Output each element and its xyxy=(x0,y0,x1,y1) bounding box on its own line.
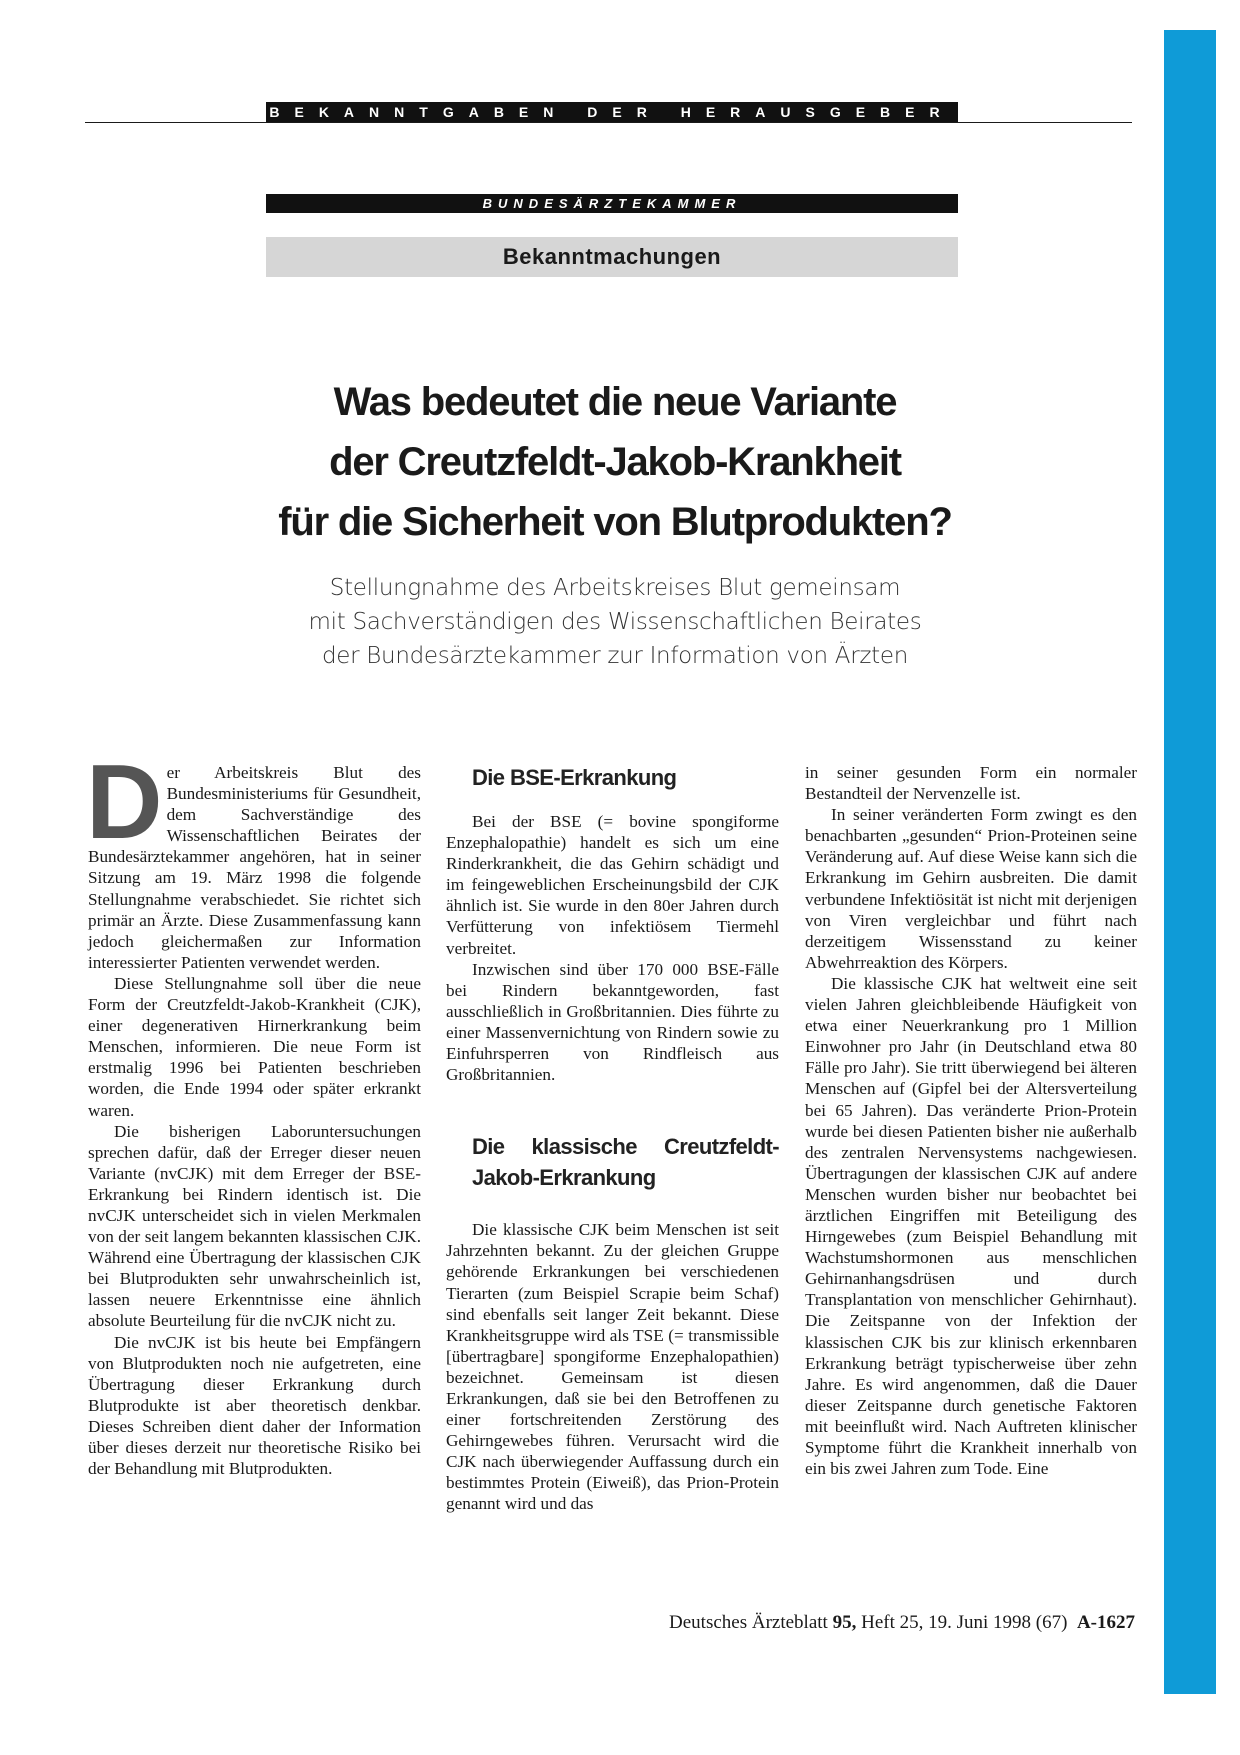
rubric-label: Bekanntmachungen xyxy=(266,237,958,277)
subtitle-line: mit Sachverständigen des Wissenschaftlichen Beirates xyxy=(308,609,922,635)
volume-number: 95, xyxy=(832,1612,857,1633)
accent-side-bar xyxy=(1164,30,1216,1694)
journal-name: Deutsches Ärzteblatt xyxy=(669,1612,828,1633)
paragraph: In seiner veränderten Form zwingt es den benachbarten „gesunden“ Prion-Proteinen seine Veränderung auf. Auf diese Weise kann sich die Erkrankung im Gehirn ausbreiten. Die damit verbundene Infektiösität ist nicht mit derjenigen von Viren vergleichbar und führt nach derzeitigem Wissensstand zu keiner Abwehrreaktion des Körpers. xyxy=(805,805,1137,972)
paragraph: Die klassische CJK beim Menschen ist seit Jahrzehnten bekannt. Zu der gleichen Gruppe gehörende Erkrankungen bei verschiedenen Tierarten (zum Beispiel Scrapie beim Schaf) sind ebenfalls seit langer Zeit bekannt. Diese Krankheitsgruppe wird als TSE (= transmissible [übertragbare] spongiforme Enzephalopathien) bezeichnet. Gemeinsam ist diesen Erkrankungen, daß sie bei den Betroffenen zu einer fortschreitenden Zerstörung des Gehirngewebes führen. Verursacht wird die CJK nach überwiegender Auffassung durch ein bestimmtes Protein (Eiweiß), das Prion-Protein genannt wird und das xyxy=(446,1220,779,1514)
title-line: Was bedeutet die neue Variante xyxy=(333,380,897,424)
paragraph: in seiner gesunden Form ein normaler Bestandteil der Nervenzelle ist. xyxy=(805,763,1137,804)
drop-cap: D xyxy=(86,743,163,861)
header-rule xyxy=(85,122,1132,123)
paragraph-text: er Arbeitskreis Blut des Bundesministeriums für Gesundheit, dem Sachverständige des Wissenschaftlichen Beirates der Bundesärztekammer angehören, hat in seiner Sitzung am 19. März 1998 die folgende Stellungnahme verabschiedet. Sie richtet sich primär an Ärzte. Diese Zusammenfassung kann jedoch gleichermaßen zur Information interessierter Patienten verwendet werden. xyxy=(88,763,421,972)
section-label: BEKANNTGABEN DER HERAUSGEBER xyxy=(266,102,958,122)
organization-label: BUNDESÄRZTEKAMMER xyxy=(266,194,958,213)
subtitle-line: Stellungnahme des Arbeitskreises Blut gemeinsam xyxy=(329,575,901,601)
paragraph: Die nvCJK ist bis heute bei Empfängern von Blutprodukten noch nie aufgetreten, eine Übertragung dieser Erkrankung durch Blutprodukte ist aber theoretisch denkbar. Dieses Schreiben dient daher der Information über dieses derzeit nur theoretische Risiko bei der Behandlung mit Blutprodukten. xyxy=(88,1332,421,1479)
section-heading: Die klassische Creutzfeldt-Jakob-Erkrankung xyxy=(472,1134,779,1191)
text-column-2 xyxy=(446,762,779,1515)
subtitle-line: der Bundesärztekammer zur Information von Ärzten xyxy=(321,643,909,669)
section-heading: Die BSE-Erkrankung xyxy=(472,765,677,790)
page-number: A-1627 xyxy=(1076,1612,1135,1633)
text-column-1 xyxy=(86,743,421,1479)
text-column-3 xyxy=(805,762,1137,1479)
paragraph xyxy=(86,743,421,973)
paragraph: Inzwischen sind über 170 000 BSE-Fälle bei Rindern bekanntgeworden, fast ausschließlich in Großbritannien. Dies führte zu einer Massenvernichtung von Rindern sowie zu Einfuhrsperren von Rindfleisch aus Großbritannien. xyxy=(446,959,779,1085)
paragraph: Die klassische CJK hat weltweit eine seit vielen Jahren gleichbleibende Häufigkeit von etwa einer Neuerkrankung pro 1 Million Einwohner pro Jahr (in Deutschland etwa 80 Fälle pro Jahr). Sie tritt überwiegend bei älteren Menschen auf (Gipfel bei der Altersverteilung bei 65 Jahren). Das veränderte Prion-Protein wurde bei diesen Patienten bisher nie außerhalb des zentralen Nervensystems nachgewiesen. Übertragungen der klassischen CJK auf andere Menschen wurden bisher nur beobachtet bei ärztlichen Eingriffen mit Beteiligung des Hirngewebes (zum Beispiel Behandlung mit Wachstumshormonen aus menschlichen Gehirnanhangsdrüsen und durch Transplantation von menschlicher Gehirnhaut). Die Zeitspanne von der Infektion der klassischen CJK bis zur klinisch erkennbaren Erkrankung beträgt typischerweise über zehn Jahre. Es wird angenommen, daß die Dauer dieser Zeitspanne durch genetische Faktoren mit beeinflußt wird. Nach Auftreten klinischer Symptome führt die Krankheit innerhalb von ein bis zwei Jahren zum Tode. Eine xyxy=(805,973,1137,1479)
issue-info: Heft 25, 19. Juni 1998 (67) xyxy=(861,1612,1068,1633)
page-footer xyxy=(560,1612,1135,1634)
title-line: der Creutzfeldt-Jakob-Krankheit xyxy=(329,440,901,484)
title-line: für die Sicherheit von Blutprodukten? xyxy=(278,500,952,544)
paragraph: Bei der BSE (= bovine spongiforme Enzephalopathie) handelt es sich um eine Rinderkrankheit, die das Gehirn schädigt und im feingeweblichen Erscheinungsbild der CJK ähnlich ist. Sie wurde in den 80er Jahren durch Verfütterung von infektiösem Tiermehl verbreitet. xyxy=(446,812,779,958)
article-subtitle xyxy=(100,571,1130,673)
paragraph: Diese Stellungnahme soll über die neue Form der Creutzfeldt-Jakob-Krankheit (CJK), einer degenerativen Hirnerkrankung beim Menschen, informieren. Die neue Form ist erstmalig 1996 bei Patienten beschrieben worden, die Ende 1994 oder später erkrankt waren. xyxy=(88,973,421,1120)
article-title xyxy=(100,372,1130,552)
paragraph: Die bisherigen Laboruntersuchungen sprechen dafür, daß der Erreger dieser neuen Variante (nvCJK) mit dem Erreger der BSE-Erkrankung bei Rindern identisch ist. Die nvCJK unterscheidet sich in vielen Merkmalen von der seit langem bekannten klassischen CJK. Während eine Übertragung der klassischen CJK bei Blutprodukten sehr unwahrscheinlich ist, lassen neuere Erkenntnisse eine ähnlich absolute Beurteilung für die nvCJK nicht zu. xyxy=(88,1121,421,1331)
